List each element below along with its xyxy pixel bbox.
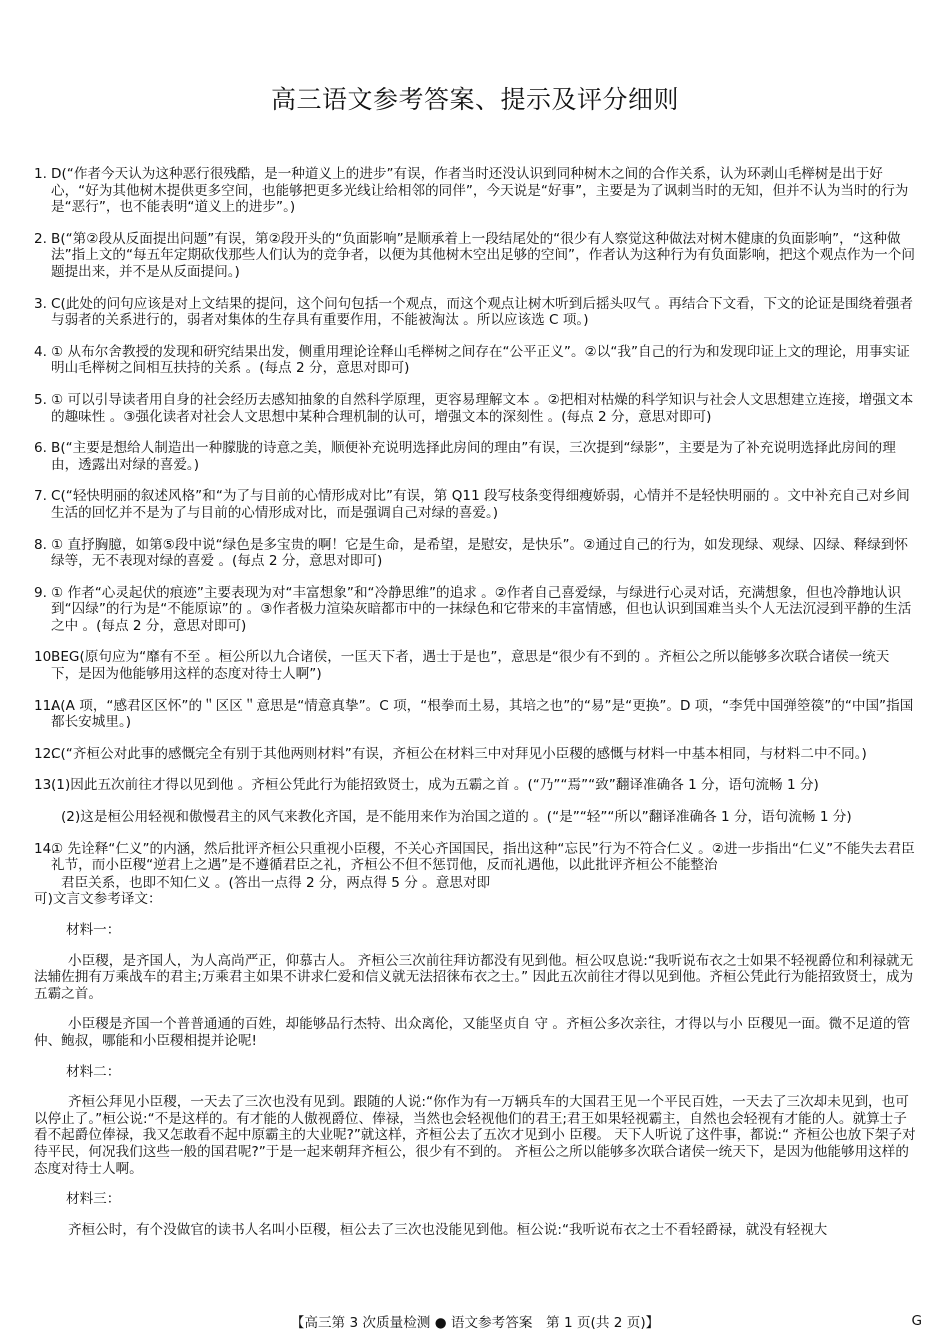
answer-item-4 bbox=[34, 344, 916, 377]
answer-number: 1. bbox=[34, 166, 47, 182]
answer-text: ① 直抒胸臆，如第⑤段中说“绿色是多宝贵的啊！它是生命，是希望，是慰安，是快乐”。②通过自己的行为，如发现绿、观绿、囚绿、释绿到怀绿等，无不表现对绿的喜爱 。(每点 2 分，意思对即可) bbox=[51, 536, 908, 570]
answer-text: ① 从布尔舍教授的发现和研究结果出发，侧重用理论诠释山毛榉树之间存在“公平正义”。②以“我”自己的行为和发现印证上文的理论，用事实证明山毛榉树之间相互扶持的关系 。(每点 2 分，意思对即可) bbox=[51, 343, 910, 377]
translation-heading: 可)文言文参考译文： bbox=[34, 891, 162, 908]
answer-item-8 bbox=[34, 537, 916, 570]
answer-text: A(A 项，“感君区区怀”的＂区区＂意思是“情意真挚”。C 项，“根拳而土易，其培之也”的“易”是“更换”。D 项，“李凭中国弹箜篌”的“中国”指国都长安城里。) bbox=[51, 697, 914, 731]
answer-item-12 bbox=[34, 746, 916, 763]
answer-item-13-part2 bbox=[34, 809, 916, 826]
answer-number: 12. bbox=[34, 745, 56, 762]
corner-mark: G bbox=[911, 1313, 922, 1329]
answer-item-5 bbox=[34, 392, 916, 425]
answer-item-7 bbox=[34, 488, 916, 521]
material-label: 材料三： bbox=[66, 1191, 121, 1208]
answer-number: 5. bbox=[34, 391, 47, 408]
answer-text: C(“齐桓公对此事的感慨完全有别于其他两则材料”有误，齐桓公在材料三中对拜见小臣稷的感慨与材料一中基本相同，与材料二中不同。) bbox=[51, 745, 867, 762]
answer-14-continuation: 君臣关系，也即不知仁义 。(答出一点得 2 分，两点得 5 分 。意思对即 bbox=[61, 874, 491, 891]
answer-item-6 bbox=[34, 440, 916, 473]
answer-number: 7. bbox=[34, 488, 47, 505]
answer-number: 13. bbox=[34, 777, 56, 794]
answer-number: 4. bbox=[34, 343, 47, 360]
answer-item-1 bbox=[34, 166, 916, 216]
answer-item-9 bbox=[34, 585, 916, 635]
material-label: 材料二： bbox=[66, 1063, 121, 1080]
answer-item-10 bbox=[34, 649, 916, 682]
answer-text: BEG(原句应为“靡有不至 。桓公所以九合诸侯，一匡天下者，遇士于是也”，意思是“很少有不到的 。齐桓公之所以能够多次联合诸侯一统天下，是因为他能够用这样的态度对待士人啊”) bbox=[51, 649, 890, 683]
answer-number: 11. bbox=[34, 697, 56, 714]
answer-number: 9. bbox=[34, 584, 47, 601]
page-title: 高三语文参考答案、提示及评分细则 bbox=[270, 85, 679, 114]
answer-text: ① 作者“心灵起伏的痕迹”主要表现为对“丰富想象”和“冷静思维”的追求 。②作者自己喜爱绿，与绿进行心灵对话，充满想象，但也冷静地认识到“囚绿”的行为是“不能原谅”的 。③作者极力渲染灰暗都市中的一抹绿色和它带来的丰富情感，但也认识到国难当头个人无法沉浸到平静的生活之中 。(每点 2 分，意思对即可) bbox=[51, 584, 912, 634]
answer-text: C(此处的问句应该是对上文结果的提问，这个问句包括一个观点，而这个观点让树木听到后摇头叹气 。再结合下文看，下文的论证是围绕着强者与弱者的关系进行的，弱者对集体的生存具有重要作用，不能被淘汰 。所以应该选 C 项。) bbox=[51, 295, 913, 329]
material-paragraph: 齐桓公拜见小臣稷，一天去了三次也没有见到。跟随的人说:“你作为有一万辆兵车的大国君王见一个平民百姓，一天去了三次却未见到，也可以停止了。”桓公说:“不是这样的。有才能的人傲视爵位、俸禄，当然也会轻视他们的君王;君王如果轻视霸主，自然也会轻视有才能的人。就算士子看不起爵位俸禄，我又怎敢看不起中原霸主的大业呢?”就这样，齐桓公去了五次才见到小 臣稷。 天下人听说了这件事，都说:“ 齐桓公也放下架子对待平民，何况我们这些一般的国君呢?”于是一起来朝拜齐桓公，很少有不到的。 齐桓公之所以能够多次联合诸侯一统天下，是因为他能够用这样的态度对待士人啊。 bbox=[34, 1094, 916, 1177]
answer-item-3 bbox=[34, 296, 916, 329]
answer-item-14 bbox=[34, 841, 916, 874]
answer-text: ① 先诠释“仁义”的内涵，然后批评齐桓公只重视小臣稷，不关心齐国国民，指出这种“忘民”行为不符合仁义 。②进一步指出“仁义”不能失去君臣礼节，而小臣稷“逆君上之遇”是不遵循君臣之礼，齐桓公不但不惩罚他，反而礼遇他，以此批评齐桓公不能整治 bbox=[51, 840, 915, 874]
material-paragraph: 齐桓公时，有个没做官的读书人名叫小臣稷，桓公去了三次也没能见到他。桓公说:“我听说布衣之士不看轻爵禄，就没有轻视大 bbox=[68, 1221, 828, 1238]
answer-number: 3. bbox=[34, 295, 47, 312]
material-paragraph: 小臣稷是齐国一个普普通通的百姓，却能够品行杰特、出众离伦，又能坚贞自 守 。齐桓公多次亲往，才得以与小 臣稷见一面。微不足道的管仲、鲍叔，哪能和小臣稷相提并论呢! bbox=[34, 1016, 911, 1049]
page-footer: 【高三第 3 次质量检测 ● 语文参考答案 第 1 页(共 2 页)】 bbox=[290, 1315, 660, 1331]
answer-number: 6. bbox=[34, 440, 47, 457]
answer-text: (2)这是桓公用轻视和傲慢君主的风气来教化齐国，是不能用来作为治国之道的 。(“是”“轻”“所以”翻译准确各 1 分，语句流畅 1 分) bbox=[61, 809, 852, 826]
answer-text: D(“作者今天认为这种恶行很残酷，是一种道义上的进步”有误，作者当时还没认识到同种树木之间的合作关系，认为环剥山毛榉树是出于好心，“好为其他树木提供更多空间，也能够把更多光线让给相邻的同伴”，今天说是“好事”，主要是为了讽刺当时的无知，但并不认为当时的行为是“恶行”，也不能表明“道义上的进步”。) bbox=[51, 166, 909, 216]
answer-text: ① 可以引导读者用自身的社会经历去感知抽象的自然科学原理，更容易理解文本 。②把相对枯燥的科学知识与社会人文思想建立连接，增强文本的趣味性 。③强化读者对社会人文思想中某种合理机制的认可，增强文本的深刻性 。(每点 2 分，意思对即可) bbox=[51, 391, 914, 425]
answer-item-13 bbox=[34, 777, 916, 794]
answer-number: 14. bbox=[34, 840, 56, 857]
answer-text: B(“主要是想给人制造出一种朦胧的诗意之美，顺便补充说明选择此房间的理由”有误，三次提到“绿影”，主要是为了补充说明选择此房间的理由，透露出对绿的喜爱。) bbox=[51, 440, 896, 473]
answer-item-11 bbox=[34, 698, 916, 731]
answer-text: C(“轻快明丽的叙述风格”和“为了与目前的心情形成对比”有误，第 Q11 段写枝条变得细瘦娇弱，心情并不是轻快明丽的 。文中补充自己对乡间生活的回忆并不是为了与目前的心情形成对比，而是强调自己对绿的喜爱。) bbox=[51, 488, 910, 521]
answer-text: (1)因此五次前往才得以见到他 。齐桓公凭此行为能招致贤士，成为五霸之首 。(“乃”“焉”“致”翻译准确各 1 分，语句流畅 1 分) bbox=[51, 777, 819, 794]
answer-number: 10. bbox=[34, 649, 56, 666]
material-label: 材料一： bbox=[66, 922, 121, 938]
material-paragraph: 小臣稷，是齐国人，为人高尚严正，仰慕古人。 齐桓公三次前往拜访都没有见到他。桓公叹息说:“我听说布衣之士如果不轻视爵位和利禄就无法辅佐拥有万乘战车的君主;万乘君主如果不讲求仁爱和信义就无法招徕布衣之士。” 因此五次前往才得以见到他。齐桓公凭此行为能招致贤士，成为五霸之首。 bbox=[34, 952, 914, 1002]
answer-number: 8. bbox=[34, 536, 47, 553]
answer-text: B(“第②段从反面提出问题”有误，第②段开头的“负面影响”是顺承着上一段结尾处的“很少有人察觉这种做法对树木健康的负面影响”，“这种做法”指上文的“每五年定期砍伐那些人们认为的竞争者，以便为其他树木空出足够的空间”，作者认为这种行为有负面影响，把这个观点作为一个问题提出来，并不是从反面提问。) bbox=[51, 230, 915, 280]
answer-item-2 bbox=[34, 231, 916, 281]
answer-number: 2. bbox=[34, 230, 47, 247]
answer-content bbox=[34, 166, 916, 1252]
